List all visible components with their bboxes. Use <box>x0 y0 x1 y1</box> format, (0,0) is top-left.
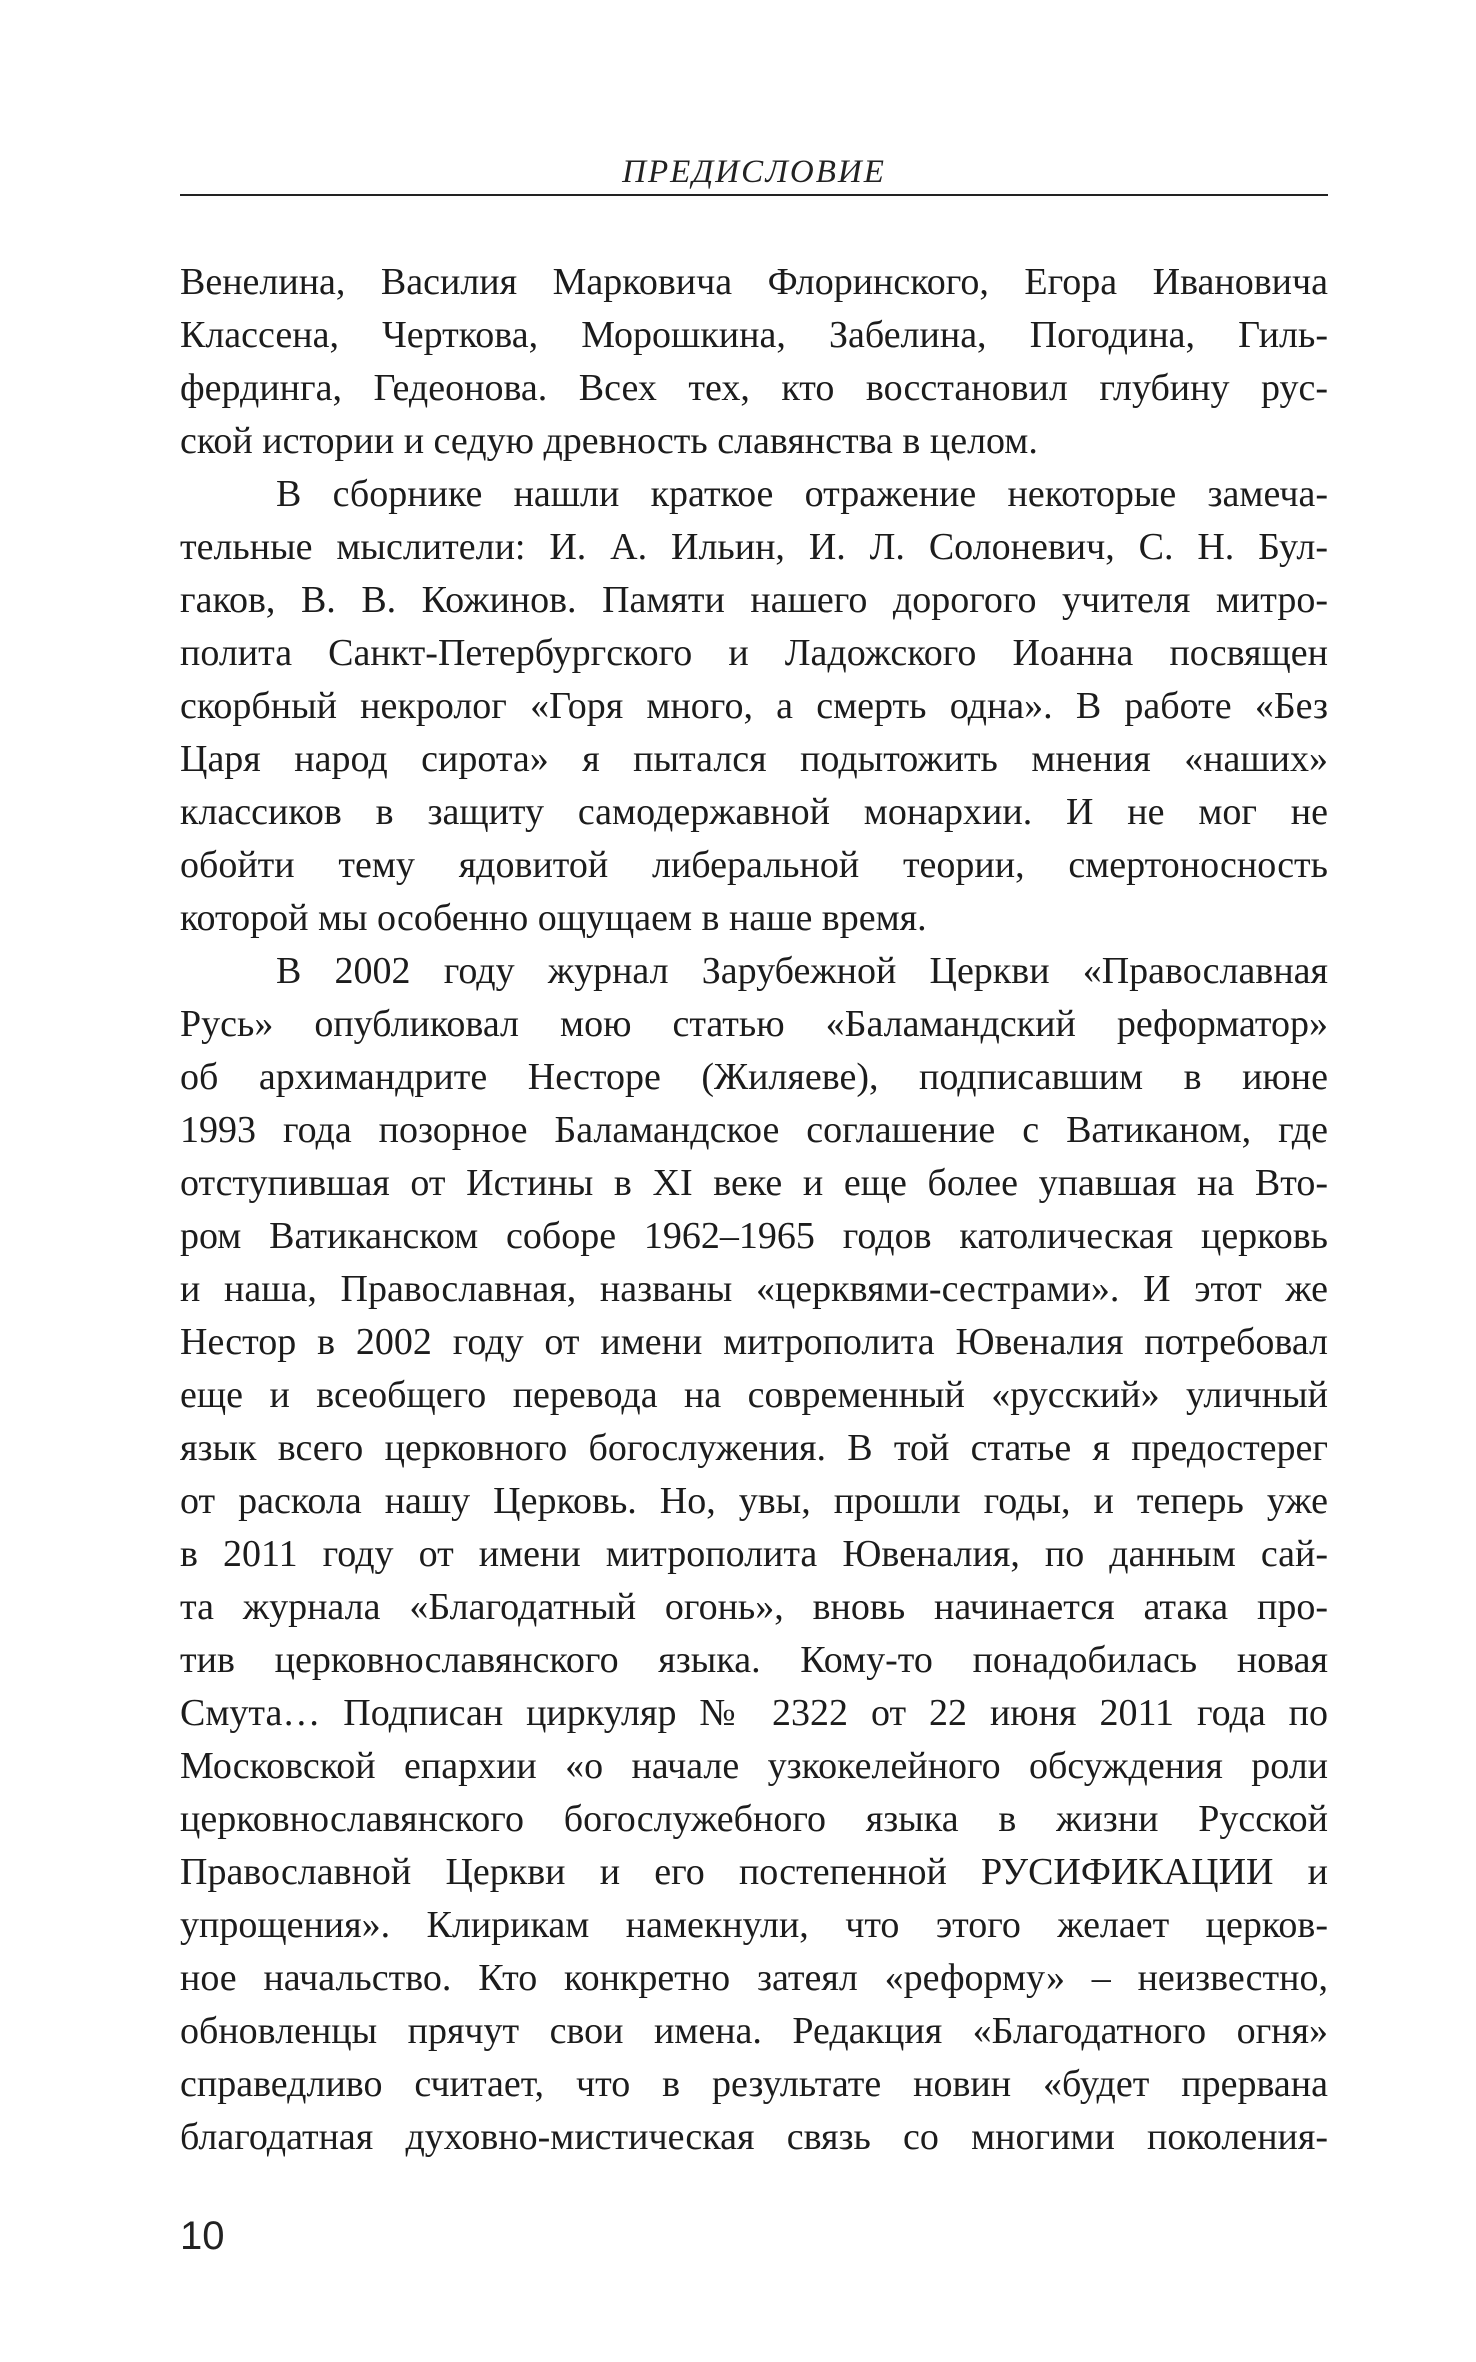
paragraph-first-line: В 2002 году журнал Зарубежной Церкви «Православная <box>276 950 1328 992</box>
text-line: язык всего церковного богослужения. В той статье я предостерег <box>180 1427 1328 1469</box>
text-line: полита Санкт-Петербургского и Ладожского Иоанна посвящен <box>180 632 1328 674</box>
text-line: тельные мыслители: И. А. Ильин, И. Л. Солоневич, С. Н. Бул- <box>180 526 1328 568</box>
text-line: фердинга, Гедеонова. Всех тех, кто восстановил глубину рус- <box>180 367 1328 409</box>
text-line: от раскола нашу Церковь. Но, увы, прошли годы, и теперь уже <box>180 1480 1328 1522</box>
text-line: об архимандрите Несторе (Жиляеве), подписавшим в июне <box>180 1056 1328 1098</box>
text-line: благодатная духовно-мистическая связь со многими поколения- <box>180 2116 1328 2158</box>
running-title: ПРЕДИСЛОВИЕ <box>622 154 886 190</box>
text-line: которой мы особенно ощущаем в наше время. <box>180 897 927 939</box>
text-line: ное начальство. Кто конкретно затеял «реформу» – неизвестно, <box>180 1957 1328 1999</box>
text-line: и наша, Православная, названы «церквями-сестрами». И этот же <box>180 1268 1328 1310</box>
text-line: отступившая от Истины в XI веке и еще более упавшая на Вто- <box>180 1162 1328 1204</box>
text-line: Классена, Черткова, Морошкина, Забелина, Погодина, Гиль- <box>180 314 1328 356</box>
text-line: Смута… Подписан циркуляр № 2322 от 22 июня 2011 года по <box>180 1692 1328 1734</box>
text-line: обновленцы прячут свои имена. Редакция «Благодатного огня» <box>180 2010 1328 2052</box>
text-line: церковнославянского богослужебного языка в жизни Русской <box>180 1798 1328 1840</box>
header-rule <box>180 194 1328 196</box>
text-line: Нестор в 2002 году от имени митрополита Ювеналия потребовал <box>180 1321 1328 1363</box>
text-line: Венелина, Василия Марковича Флоринского, Егора Ивановича <box>180 261 1328 303</box>
text-line: еще и всеобщего перевода на современный «русский» уличный <box>180 1374 1328 1416</box>
text-line: Московской епархии «о начале узкокелейного обсуждения роли <box>180 1745 1328 1787</box>
text-line: обойти тему ядовитой либеральной теории, смертоносность <box>180 844 1328 886</box>
text-line: справедливо считает, что в результате новин «будет прервана <box>180 2063 1328 2105</box>
text-line: Русь» опубликовал мою статью «Баламандский реформатор» <box>180 1003 1328 1045</box>
text-line: скорбный некролог «Горя много, а смерть одна». В работе «Без <box>180 685 1328 727</box>
text-line: тив церковнославянского языка. Кому-то понадобилась новая <box>180 1639 1328 1681</box>
text-line: в 2011 году от имени митрополита Ювеналия, по данным сай- <box>180 1533 1328 1575</box>
body-text <box>180 256 1328 2164</box>
text-line: Царя народ сирота» я пытался подытожить мнения «наших» <box>180 738 1328 780</box>
text-line: Православной Церкви и его постепенной РУСИФИКАЦИИ и <box>180 1851 1328 1893</box>
text-line: та журнала «Благодатный огонь», вновь начинается атака про- <box>180 1586 1328 1628</box>
text-line: классиков в защиту самодержавной монархии. И не мог не <box>180 791 1328 833</box>
paragraph-first-line: В сборнике нашли краткое отражение некоторые замеча- <box>276 473 1328 515</box>
text-line: ром Ватиканском соборе 1962–1965 годов католическая церковь <box>180 1215 1328 1257</box>
page-number: 10 <box>180 2214 225 2258</box>
text-line: ской истории и седую древность славянства в целом. <box>180 420 1038 462</box>
text-line: 1993 года позорное Баламандское соглашение с Ватиканом, где <box>180 1109 1328 1151</box>
text-line: гаков, В. В. Кожинов. Памяти нашего дорогого учителя митро- <box>180 579 1328 621</box>
text-line: упрощения». Клирикам намекнули, что этого желает церков- <box>180 1904 1328 1946</box>
